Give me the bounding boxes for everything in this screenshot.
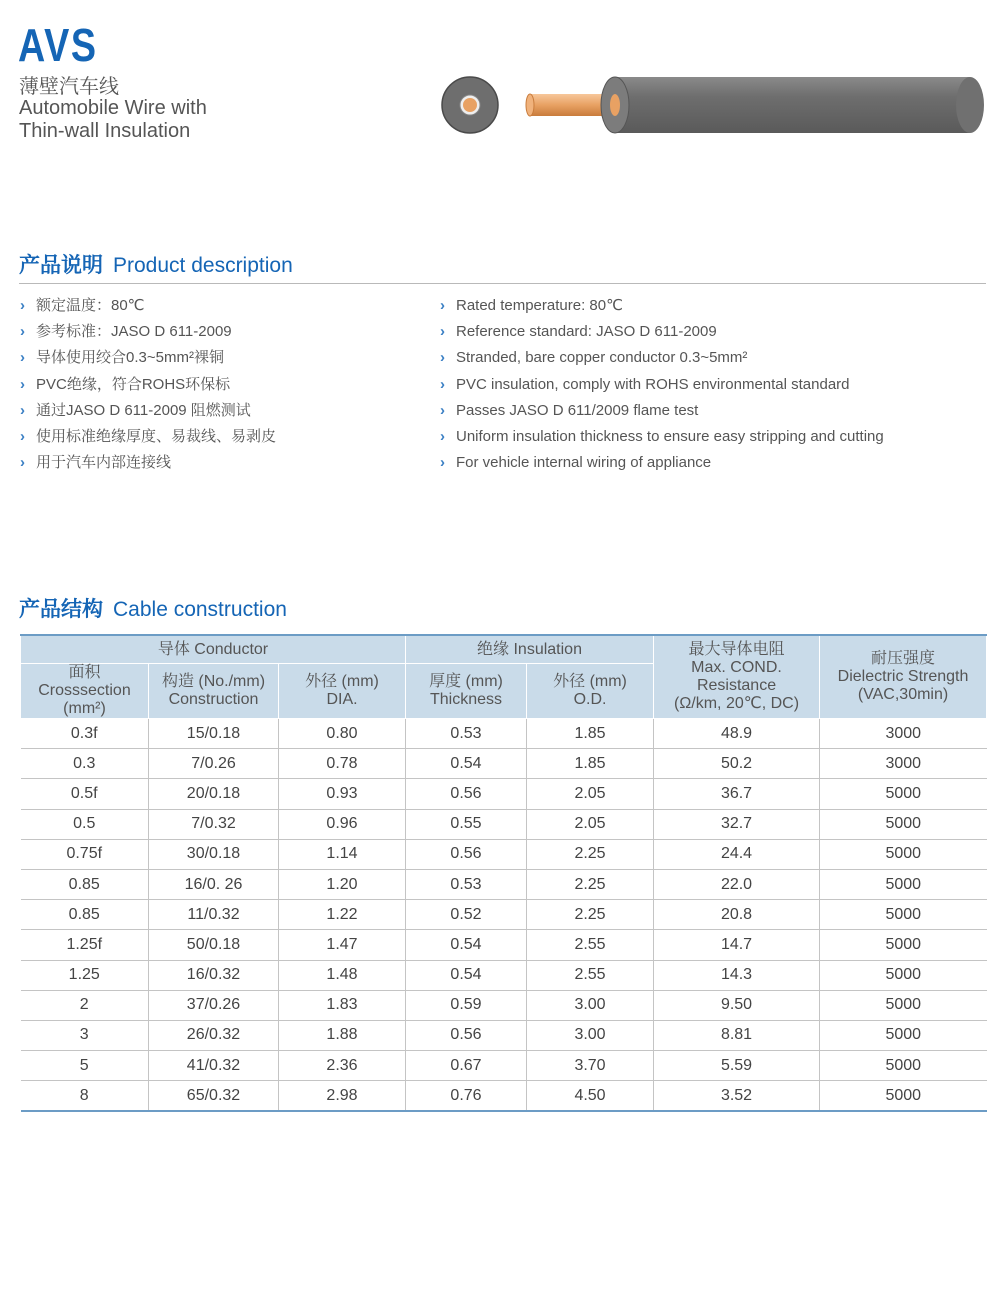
table-cell: 37/0.26: [149, 990, 279, 1020]
table-cell: 7/0.26: [149, 749, 279, 779]
header-dielectric-strength: 耐压强度 Dielectric Strength (VAC,30min): [820, 635, 987, 719]
table-cell: 0.53: [406, 719, 527, 749]
table-cell: 3.00: [527, 1020, 654, 1050]
list-item: › Rated temperature: 80℃: [440, 297, 623, 314]
table-cell: 0.80: [279, 719, 406, 749]
wire-cross-section-icon: [442, 77, 498, 133]
section-title-en: Cable construction: [113, 598, 287, 621]
table-cell: 5000: [820, 900, 987, 930]
header-conductor-group: 导体 Conductor: [21, 635, 406, 664]
chevron-right-icon: ›: [20, 349, 25, 367]
table-row: [21, 779, 987, 809]
list-item: › Stranded, bare copper conductor 0.3~5mm²: [440, 349, 748, 367]
header-insulation-group: 绝缘 Insulation: [406, 635, 654, 664]
chevron-right-icon: ›: [20, 454, 25, 472]
brand-logo: AVS: [18, 19, 98, 71]
table-cell: 11/0.32: [149, 900, 279, 930]
table-cell: 5000: [820, 869, 987, 899]
table-row: [21, 749, 987, 779]
table-cell: 30/0.18: [149, 839, 279, 869]
table-cell: 0.85: [21, 869, 149, 899]
table-cell: 0.56: [406, 839, 527, 869]
table-cell: 5000: [820, 960, 987, 990]
table-cell: 5: [21, 1051, 149, 1081]
table-cell: 32.7: [654, 809, 820, 839]
section-title-cn: 产品结构: [19, 598, 103, 621]
table-cell: 5000: [820, 1051, 987, 1081]
table-cell: 3000: [820, 719, 987, 749]
table-cell: 24.4: [654, 839, 820, 869]
table-cell: 0.54: [406, 749, 527, 779]
table-row: [21, 839, 987, 869]
table-cell: 2.05: [527, 809, 654, 839]
table-cell: 2.36: [279, 1051, 406, 1081]
chevron-right-icon: ›: [20, 323, 25, 341]
list-item: › 使用标准绝缘厚度、易裁线、易剥皮: [20, 427, 277, 445]
chevron-right-icon: ›: [440, 375, 445, 393]
table-row: [21, 719, 987, 749]
table-cell: 0.85: [21, 900, 149, 930]
table-cell: 7/0.32: [149, 809, 279, 839]
table-cell: 1.47: [279, 930, 406, 960]
table-cell: 0.76: [406, 1081, 527, 1112]
table-cell: 9.50: [654, 990, 820, 1020]
table-cell: 3.70: [527, 1051, 654, 1081]
table-cell: 1.85: [527, 749, 654, 779]
list-item: › Uniform insulation thickness to ensure easy stripping and cutting: [440, 427, 884, 445]
table-cell: 0.56: [406, 779, 527, 809]
table-cell: 14.3: [654, 960, 820, 990]
chevron-right-icon: ›: [440, 297, 445, 314]
chevron-right-icon: ›: [440, 349, 445, 367]
table-cell: 0.93: [279, 779, 406, 809]
table-cell: 0.78: [279, 749, 406, 779]
table-cell: 2.98: [279, 1081, 406, 1112]
table-cell: 0.52: [406, 900, 527, 930]
list-item: › PVC insulation, comply with ROHS environmental standard: [440, 375, 850, 393]
section-divider: [19, 283, 986, 284]
table-cell: 41/0.32: [149, 1051, 279, 1081]
table-cell: 0.5f: [21, 779, 149, 809]
table-cell: 5000: [820, 809, 987, 839]
table-row: [21, 930, 987, 960]
table-row: [21, 1081, 987, 1112]
section-title-en: Product description: [113, 254, 293, 277]
product-name-en-line1: Automobile Wire with: [19, 97, 207, 119]
table-cell: 3000: [820, 749, 987, 779]
header-outer-diameter: 外径 (mm) O.D.: [527, 664, 654, 719]
table-cell: 26/0.32: [149, 1020, 279, 1050]
table-cell: 0.54: [406, 960, 527, 990]
chevron-right-icon: ›: [20, 375, 25, 393]
table-cell: 2.25: [527, 900, 654, 930]
table-cell: 36.7: [654, 779, 820, 809]
table-cell: 5000: [820, 839, 987, 869]
header-resistance: 最大导体电阻 Max. COND. Resistance (Ω/km, 20℃, DC): [654, 635, 820, 719]
table-cell: 2.55: [527, 960, 654, 990]
table-cell: 0.3: [21, 749, 149, 779]
table-cell: 0.55: [406, 809, 527, 839]
table-row: [21, 809, 987, 839]
table-row: [21, 960, 987, 990]
section-title-construction: [19, 598, 287, 622]
table-cell: 1.20: [279, 869, 406, 899]
table-cell: 2.25: [527, 839, 654, 869]
table-cell: 0.3f: [21, 719, 149, 749]
list-item: › 额定温度：80℃: [20, 297, 145, 314]
table-cell: 2.25: [527, 869, 654, 899]
table-cell: 0.54: [406, 930, 527, 960]
table-row: [21, 990, 987, 1020]
chevron-right-icon: ›: [20, 297, 25, 314]
header-thickness: 厚度 (mm) Thickness: [406, 664, 527, 719]
table-row: [21, 869, 987, 899]
table-cell: 1.25: [21, 960, 149, 990]
table-cell: 0.5: [21, 809, 149, 839]
table-cell: 1.25f: [21, 930, 149, 960]
table-cell: 65/0.32: [149, 1081, 279, 1112]
table-cell: 3: [21, 1020, 149, 1050]
table-cell: 3.52: [654, 1081, 820, 1112]
table-row: [21, 1051, 987, 1081]
table-cell: 1.14: [279, 839, 406, 869]
section-title-cn: 产品说明: [19, 254, 103, 277]
table-cell: 0.53: [406, 869, 527, 899]
table-cell: 48.9: [654, 719, 820, 749]
table-cell: 50/0.18: [149, 930, 279, 960]
table-cell: 15/0.18: [149, 719, 279, 749]
chevron-right-icon: ›: [440, 427, 445, 445]
list-item: › For vehicle internal wiring of appliance: [440, 454, 712, 472]
table-cell: 50.2: [654, 749, 820, 779]
table-cell: 1.22: [279, 900, 406, 930]
chevron-right-icon: ›: [20, 427, 25, 445]
list-item: › 导体使用绞合0.3~5mm²裸铜: [20, 349, 224, 367]
table-cell: 8.81: [654, 1020, 820, 1050]
table-cell: 0.96: [279, 809, 406, 839]
table-cell: 5000: [820, 779, 987, 809]
table-cell: 5000: [820, 1020, 987, 1050]
product-name-cn: 薄壁汽车线: [19, 76, 119, 98]
list-item: › PVC绝缘，符合ROHS环保标: [20, 375, 231, 393]
wire-side-view-icon: [526, 77, 984, 133]
wire-illustration: [440, 72, 990, 142]
list-item: › 通过JASO D 611-2009 阻燃测试: [20, 401, 251, 419]
table-cell: 1.88: [279, 1020, 406, 1050]
table-cell: 0.56: [406, 1020, 527, 1050]
table-cell: 5000: [820, 930, 987, 960]
feature-list-cn: [20, 296, 276, 479]
table-row: [21, 900, 987, 930]
list-item: › Passes JASO D 611/2009 flame test: [440, 401, 699, 419]
table-body: [21, 719, 987, 1112]
table-cell: 5000: [820, 990, 987, 1020]
table-cell: 3.00: [527, 990, 654, 1020]
table-cell: 1.48: [279, 960, 406, 990]
header-construction: 构造 (No./mm) Construction: [149, 664, 279, 719]
feature-list-en: [440, 296, 884, 479]
table-cell: 5000: [820, 1081, 987, 1112]
table-cell: 16/0.32: [149, 960, 279, 990]
list-item: › Reference standard: JASO D 611-2009: [440, 323, 717, 341]
header-crosssection: 面积 Crosssection (mm²): [21, 664, 149, 719]
header-conductor-dia: 外径 (mm) DIA.: [279, 664, 406, 719]
table-cell: 2.55: [527, 930, 654, 960]
product-name-en-line2: Thin-wall Insulation: [19, 120, 191, 142]
table-cell: 0.75f: [21, 839, 149, 869]
table-cell: 8: [21, 1081, 149, 1112]
table-cell: 20.8: [654, 900, 820, 930]
table-cell: 16/0. 26: [149, 869, 279, 899]
table-cell: 22.0: [654, 869, 820, 899]
chevron-right-icon: ›: [20, 401, 25, 419]
list-item: › 用于汽车内部连接线: [20, 454, 172, 472]
table-cell: 2: [21, 990, 149, 1020]
section-title-description: [19, 254, 293, 278]
table-row: [21, 1020, 987, 1050]
table-cell: 5.59: [654, 1051, 820, 1081]
table-cell: 14.7: [654, 930, 820, 960]
table-cell: 0.67: [406, 1051, 527, 1081]
cable-spec-table: [20, 634, 987, 1112]
table-cell: 4.50: [527, 1081, 654, 1112]
table-cell: 1.85: [527, 719, 654, 749]
chevron-right-icon: ›: [440, 323, 445, 341]
chevron-right-icon: ›: [440, 454, 445, 472]
table-cell: 1.83: [279, 990, 406, 1020]
list-item: › 参考标准：JASO D 611-2009: [20, 323, 232, 341]
chevron-right-icon: ›: [440, 401, 445, 419]
table-cell: 20/0.18: [149, 779, 279, 809]
table-cell: 2.05: [527, 779, 654, 809]
table-cell: 0.59: [406, 990, 527, 1020]
